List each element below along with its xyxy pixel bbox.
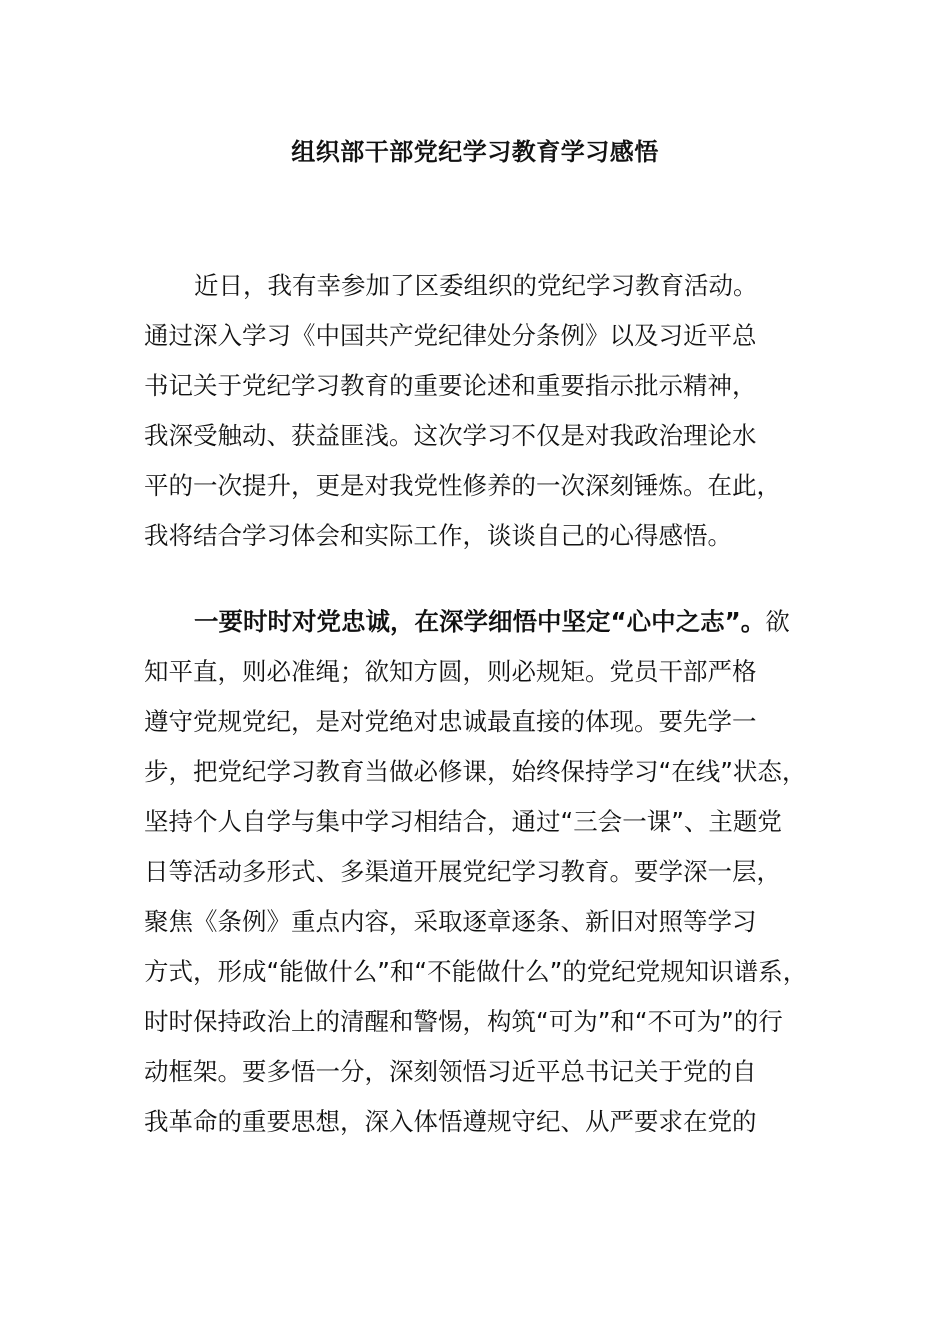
paragraph-lead-heading: 一要时时对党忠诚，在深学细悟中坚定“心中之志”。 [194, 607, 766, 636]
paragraph-line: 书记关于党纪学习教育的重要论述和重要指示批示精神， [144, 371, 757, 400]
paragraph-line: 步，把党纪学习教育当做必修课，始终保持学习“在线”状态， [144, 757, 807, 786]
paragraph-line: 我深受触动、获益匪浅。这次学习不仅是对我政治理论水 [144, 421, 757, 450]
paragraph-line: 日等活动多形式、多渠道开展党纪学习教育。要学深一层， [144, 857, 781, 886]
paragraph-line: 方式，形成“能做什么”和“不能做什么”的党纪党规知识谱系， [144, 957, 808, 986]
paragraph-line: 知平直，则必准绳；欲知方圆，则必规矩。党员干部严格 [144, 657, 757, 686]
paragraph-line: 通过深入学习《中国共产党纪律处分条例》以及习近平总 [144, 321, 757, 350]
paragraph-line: 平的一次提升，更是对我党性修养的一次深刻锤炼。在此， [144, 471, 781, 500]
paragraph-line: 我将结合学习体会和实际工作，谈谈自己的心得感悟。 [144, 521, 732, 550]
paragraph-line: 动框架。要多悟一分，深刻领悟习近平总书记关于党的自 [144, 1057, 757, 1086]
paragraph-line: 近日，我有幸参加了区委组织的党纪学习教育活动。 [194, 271, 758, 300]
paragraph-line: 遵守党规党纪，是对党绝对忠诚最直接的体现。要先学一 [144, 707, 757, 736]
paragraph-intro [144, 261, 834, 561]
paragraph-line: 时时保持政治上的清醒和警惕，构筑“可为”和“不可为”的行 [144, 1007, 783, 1036]
paragraph-lead-tail: 欲 [765, 607, 790, 636]
paragraph-first-line [144, 597, 834, 647]
paragraph-line: 我革命的重要思想，深入体悟遵规守纪、从严要求在党的 [144, 1107, 757, 1136]
document-title: 组织部干部党纪学习教育学习感悟 [291, 138, 659, 166]
paragraph-line: 坚持个人自学与集中学习相结合，通过“三会一课”、主题党 [144, 807, 782, 836]
paragraph-loyalty [144, 597, 834, 1147]
paragraph-line: 聚焦《条例》重点内容，采取逐章逐条、新旧对照等学习 [144, 907, 757, 936]
